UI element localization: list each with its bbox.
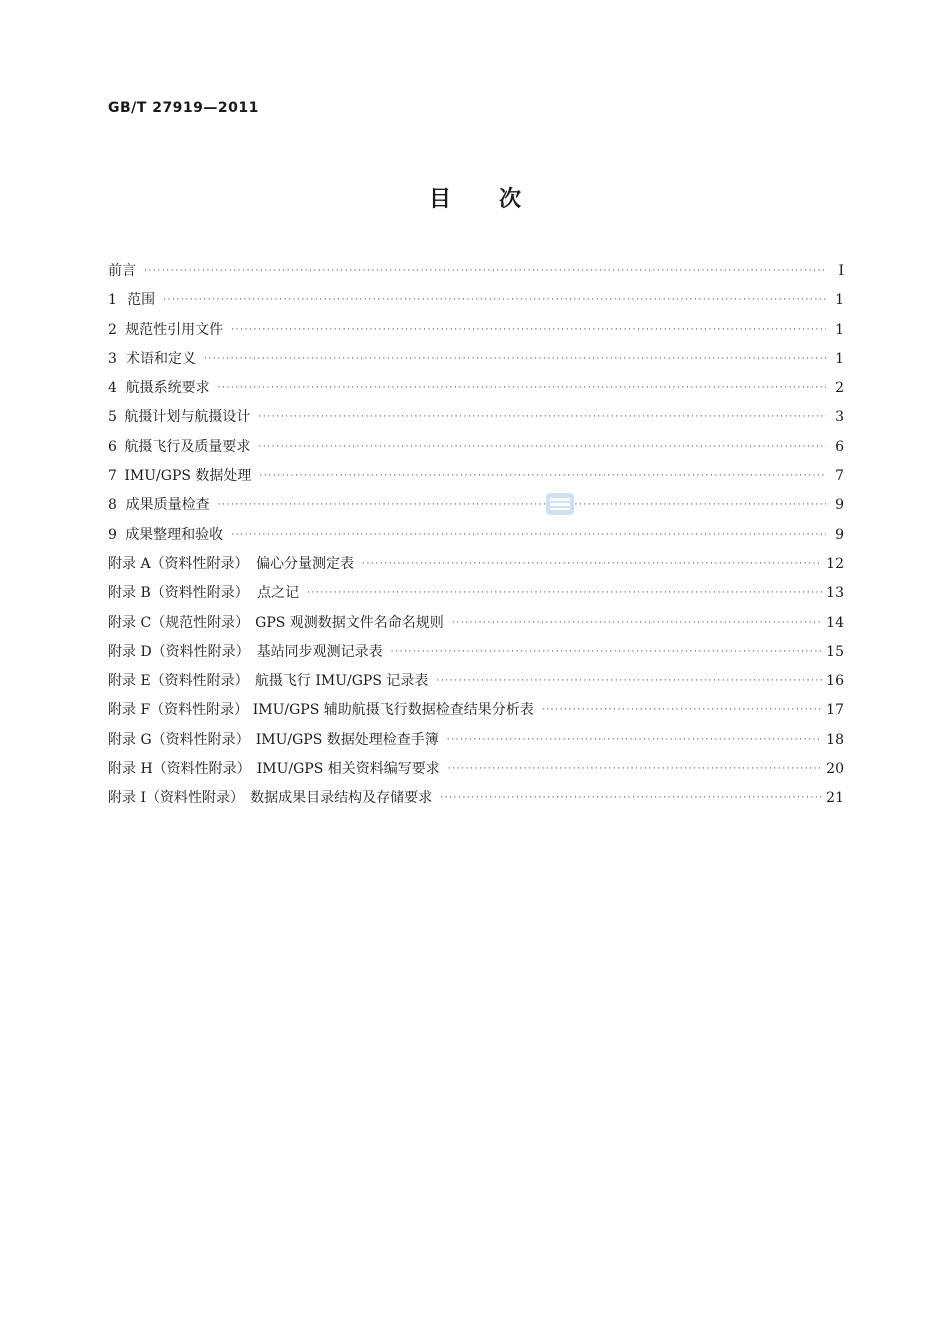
toc-entry[interactable] [108,726,844,755]
toc-entry-title: 航摄飞行及质量要求 [124,438,251,455]
toc-entry-title: IMU/GPS 相关资料编写要求 [256,761,440,778]
toc-entry-title: 基站同步观测记录表 [256,643,383,660]
toc-entry-number: 7 [108,468,117,485]
toc-entry-number: 4 [108,380,117,397]
toc-entry[interactable] [108,403,844,432]
toc-entry-title: GPS 观测数据文件名命名规则 [255,614,444,631]
toc-leader-dots [258,403,826,432]
toc-entry-page-number: 1 [835,321,844,338]
toc-entry[interactable] [108,257,844,286]
toc-entry-page-number: 13 [826,585,844,602]
publisher-logo-watermark-icon [546,493,574,515]
toc-entry[interactable] [108,784,844,813]
toc-entry[interactable] [108,755,844,784]
toc-leader-dots [231,316,826,345]
toc-entry[interactable] [108,374,844,403]
toc-entry-page-number: 7 [835,468,844,485]
toc-entry-number: 5 [108,409,117,426]
toc-entry-page-number: 1 [835,350,844,367]
table-of-contents [108,257,844,814]
toc-entry-title: 成果整理和验收 [125,526,224,543]
toc-entry-annex-label: 附录 I（资料性附录） [108,790,244,807]
toc-entry[interactable] [108,316,844,345]
toc-entry-annex-label: 附录 F（资料性附录） [108,702,249,719]
toc-leader-dots [436,667,822,696]
toc-leader-dots [204,345,826,374]
toc-entry[interactable] [108,579,844,608]
toc-entry-page-number: 9 [835,526,844,543]
toc-entry-title: 前言 [108,263,136,279]
toc-entry-title: 航摄系统要求 [125,380,210,397]
toc-entry-title: IMU/GPS 数据处理检查手簿 [255,731,439,748]
toc-leader-dots [448,755,822,784]
toc-entry-number: 3 [108,350,117,367]
toc-leader-dots [447,726,822,755]
toc-entry-title: 偏心分量测定表 [256,555,354,572]
toc-leader-dots [307,579,822,608]
toc-entry-annex-label: 附录 E（资料性附录） [108,673,249,690]
toc-entry[interactable] [108,286,844,315]
page-title: 目次 [428,186,569,212]
toc-entry-page-number: 2 [835,380,844,397]
toc-entry-title: IMU/GPS 数据处理 [124,468,252,485]
toc-entry-number: 8 [108,497,117,514]
toc-entry-number: 9 [108,526,117,543]
toc-entry-number: 2 [108,321,117,338]
toc-entry-number: 1 [108,292,117,309]
toc-entry[interactable] [108,550,844,579]
toc-entry-annex-label: 附录 C（规范性附录） [108,614,250,631]
toc-entry-page-number: 1 [835,292,844,309]
toc-entry-title: IMU/GPS 辅助航摄飞行数据检查结果分析表 [252,702,534,719]
toc-entry-number: 6 [108,438,117,455]
toc-leader-dots [258,433,826,462]
toc-leader-dots [362,550,822,579]
toc-entry-page-number: 12 [826,555,844,572]
toc-entry[interactable] [108,696,844,725]
toc-leader-dots [218,491,826,520]
toc-entry[interactable] [108,638,844,667]
toc-leader-dots [144,257,826,286]
toc-entry[interactable] [108,345,844,374]
toc-leader-dots [218,374,826,403]
toc-leader-dots [440,784,822,813]
toc-entry-page-number: 18 [826,731,844,748]
toc-leader-dots [542,696,822,725]
toc-leader-dots [452,609,822,638]
toc-entry-annex-label: 附录 B（资料性附录） [108,585,249,602]
toc-entry-annex-label: 附录 A（资料性附录） [108,555,249,572]
toc-entry-title: 航摄飞行 IMU/GPS 记录表 [254,673,429,690]
toc-entry-title: 范围 [127,292,156,309]
toc-entry-page-number: 21 [826,790,844,807]
toc-entry-annex-label: 附录 G（资料性附录） [108,731,250,748]
toc-entry-annex-label: 附录 H（资料性附录） [108,761,251,778]
toc-entry[interactable] [108,462,844,491]
toc-leader-dots [259,462,826,491]
toc-entry-page-number: 6 [835,438,844,455]
toc-entry[interactable] [108,491,844,520]
toc-entry-page-number: 14 [826,614,844,631]
toc-entry-title: 航摄计划与航摄设计 [124,409,251,426]
toc-entry-page-number: 16 [826,673,844,690]
toc-leader-dots [391,638,823,667]
toc-entry[interactable] [108,521,844,550]
toc-entry-page-number: 20 [826,761,844,778]
document-code: GB/T 27919—2011 [108,100,259,116]
toc-entry-page-number: 9 [835,497,844,514]
toc-entry-annex-label: 附录 D（资料性附录） [108,643,250,660]
toc-entry-title: 成果质量检查 [125,497,210,514]
toc-entry-title: 规范性引用文件 [125,321,224,338]
toc-entry[interactable] [108,667,844,696]
toc-entry-page-number: 17 [826,702,844,719]
toc-entry-title: 点之记 [257,585,300,602]
toc-entry-page-number: 3 [835,409,844,426]
toc-entry[interactable] [108,433,844,462]
toc-entry[interactable] [108,609,844,638]
toc-entry-title: 术语和定义 [125,350,196,367]
toc-entry-page-number: Ⅰ [838,263,844,279]
toc-leader-dots [163,286,826,315]
toc-leader-dots [231,521,826,550]
toc-entry-title: 数据成果目录结构及存储要求 [250,790,433,807]
toc-entry-page-number: 15 [826,643,844,660]
